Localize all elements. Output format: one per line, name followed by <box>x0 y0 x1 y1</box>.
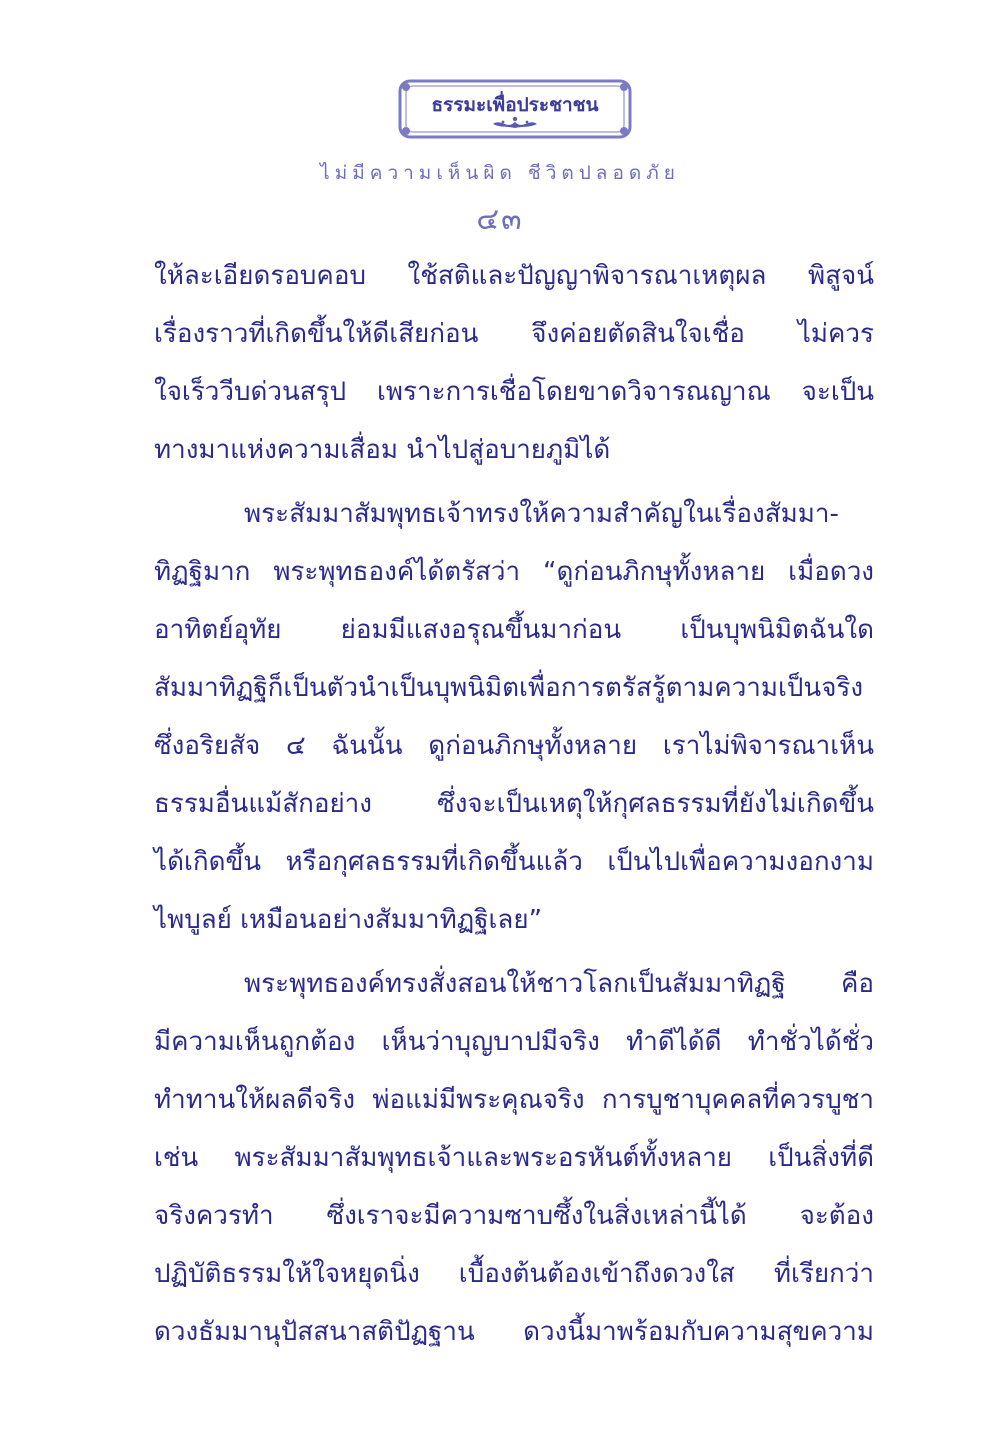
text-line: จริงควรทำ ซึ่งเราจะมีความซาบซึ้งในสิ่งเหล่านี้ได้ จะต้อง <box>154 1201 874 1231</box>
paragraph-2 <box>154 485 874 949</box>
text-line: ใจเร็ววีบด่วนสรุป เพราะการเชื่อโดยขาดวิจารณญาณ จะเป็น <box>154 377 874 407</box>
text-line: มีความเห็นถูกต้อง เห็นว่าบุญบาปมีจริง ทำดีได้ดี ทำชั่วได้ชั่ว <box>154 1027 874 1057</box>
text-line: พระพุทธองค์ทรงสั่งสอนให้ชาวโลกเป็นสัมมาทิฏฐิ คือ <box>244 969 874 999</box>
text-line: ดวงธัมมานุปัสสนาสติปัฏฐาน ดวงนี้มาพร้อมกับความสุขความ <box>154 1317 874 1347</box>
paragraph-1 <box>154 247 874 479</box>
text-line: เช่น พระสัมมาสัมพุทธเจ้าและพระอรหันต์ทั้งหลาย เป็นสิ่งที่ดี <box>154 1143 874 1173</box>
text-line: ปฏิบัติธรรมให้ใจหยุดนิ่ง เบื้องต้นต้องเข้าถึงดวงใส ที่เรียกว่า <box>154 1259 874 1289</box>
text-line: ทำทานให้ผลดีจริง พ่อแม่มีพระคุณจริง การบูชาบุคคลที่ควรบูชา <box>154 1085 874 1115</box>
text-line: ทางมาแห่งความเสื่อม นำไปสู่อบายภูมิได้ <box>154 435 611 465</box>
page-number: ๔๓ <box>476 202 524 237</box>
text-line: ให้ละเอียดรอบคอบ ใช้สติและปัญญาพิจารณาเหตุผล พิสูจน์ <box>154 261 874 291</box>
text-line: สัมมาทิฏฐิก็เป็นตัวนำเป็นบุพนิมิตเพื่อการตรัสรู้ตามความเป็นจริง <box>154 673 864 703</box>
text-line: ได้เกิดขึ้น หรือกุศลธรรมที่เกิดขึ้นแล้ว เป็นไปเพื่อความงอกงาม <box>154 847 874 877</box>
logo-title: ธรรมะเพื่อประชาชน <box>431 94 599 116</box>
paragraph-3 <box>154 955 874 1361</box>
text-line: ทิฏฐิมาก พระพุทธองค์ได้ตรัสว่า “ดูก่อนภิกษุทั้งหลาย เมื่อดวง <box>154 557 874 587</box>
text-line: เรื่องราวที่เกิดขึ้นให้ดีเสียก่อน จึงค่อยตัดสินใจเชื่อ ไม่ควร <box>154 319 874 349</box>
ornate-frame-icon <box>397 78 633 148</box>
text-line: ไพบูลย์ เหมือนอย่างสัมมาทิฏฐิเลย” <box>154 905 543 935</box>
text-line: ธรรมอื่นแม้สักอย่าง ซึ่งจะเป็นเหตุให้กุศลธรรมที่ยังไม่เกิดขึ้น <box>154 789 874 819</box>
text-line: พระสัมมาสัมพุทธเจ้าทรงให้ความสำคัญในเรื่องสัมมา- <box>244 499 839 529</box>
running-header-subtitle: ไม่มีความเห็นผิด ชีวิตปลอดภัย <box>320 162 680 184</box>
book-logo <box>397 78 633 148</box>
text-line: ซึ่งอริยสัจ ๔ ฉันนั้น ดูก่อนภิกษุทั้งหลาย เราไม่พิจารณาเห็น <box>154 731 874 761</box>
text-line: อาทิตย์อุทัย ย่อมมีแสงอรุณขึ้นมาก่อน เป็นบุพนิมิตฉันใด <box>154 615 874 645</box>
body-text <box>154 247 874 1367</box>
